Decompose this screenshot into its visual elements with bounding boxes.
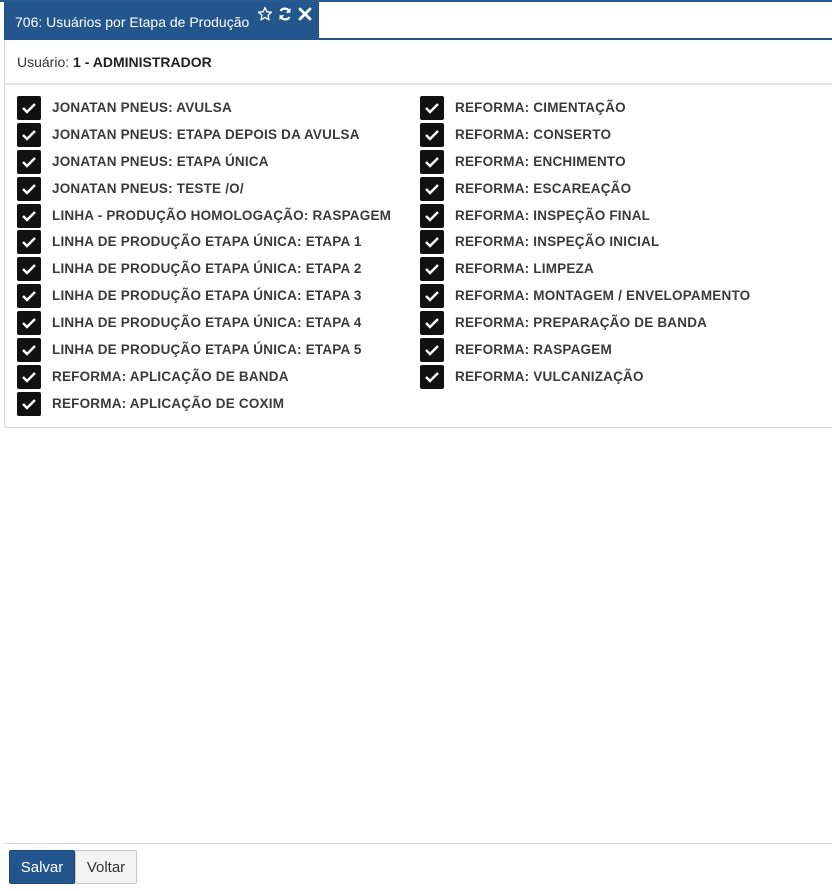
checkbox[interactable]	[420, 96, 444, 120]
check-icon	[21, 235, 37, 249]
stage-label: REFORMA: APLICAÇÃO DE COXIM	[52, 395, 285, 411]
divider	[5, 83, 832, 85]
stage-label: LINHA - PRODUÇÃO HOMOLOGAÇÃO: RASPAGEM	[52, 207, 392, 223]
stage-label: JONATAN PNEUS: AVULSA	[52, 100, 232, 115]
checkbox[interactable]	[17, 257, 41, 281]
stage-label: LINHA DE PRODUÇÃO ETAPA ÚNICA: ETAPA 5	[52, 342, 362, 358]
check-icon	[424, 316, 440, 330]
check-icon	[21, 343, 37, 357]
checkbox[interactable]	[420, 177, 444, 201]
user-value: 1 - ADMINISTRADOR	[73, 54, 212, 70]
checkbox[interactable]	[17, 284, 41, 308]
checkbox[interactable]	[17, 392, 41, 416]
stage-label: REFORMA: MONTAGEM / ENVELOPAMENTO	[455, 288, 751, 304]
check-icon	[424, 343, 440, 357]
stage-label: REFORMA: RASPAGEM	[455, 342, 612, 358]
check-icon	[21, 316, 37, 330]
stage-label: LINHA DE PRODUÇÃO ETAPA ÚNICA: ETAPA 2	[52, 261, 362, 277]
stage-label: REFORMA: PREPARAÇÃO DE BANDA	[455, 315, 708, 331]
stage-label: LINHA DE PRODUÇÃO ETAPA ÚNICA: ETAPA 4	[52, 315, 362, 331]
stage-label: REFORMA: ENCHIMENTO	[455, 153, 626, 169]
close-icon[interactable]	[297, 6, 313, 22]
check-icon	[424, 155, 440, 169]
checkbox[interactable]	[420, 150, 444, 174]
stage-label: REFORMA: ESCAREAÇÃO	[455, 180, 632, 196]
check-icon	[21, 155, 37, 169]
checkbox[interactable]	[420, 230, 444, 254]
stage-label: JONATAN PNEUS: TESTE /O/	[52, 180, 244, 196]
checkbox[interactable]	[17, 96, 41, 120]
stage-label: REFORMA: LIMPEZA	[455, 261, 594, 277]
checkbox[interactable]	[17, 150, 41, 174]
check-icon	[424, 235, 440, 249]
back-button[interactable]: Voltar	[75, 850, 137, 884]
user-label: Usuário:	[17, 54, 70, 70]
stage-label: REFORMA: APLICAÇÃO DE BANDA	[52, 368, 289, 384]
stage-label: REFORMA: VULCANIZAÇÃO	[455, 368, 644, 384]
checkbox[interactable]	[420, 123, 444, 147]
stage-label: REFORMA: INSPEÇÃO INICIAL	[455, 234, 660, 250]
checkbox[interactable]	[420, 257, 444, 281]
check-icon	[424, 128, 440, 142]
check-icon	[21, 262, 37, 276]
user-row	[17, 54, 212, 70]
checkbox[interactable]	[420, 284, 444, 308]
check-icon	[424, 209, 440, 223]
checkbox[interactable]	[17, 177, 41, 201]
stage-label: REFORMA: INSPEÇÃO FINAL	[455, 207, 651, 223]
checkbox[interactable]	[420, 204, 444, 228]
footer-divider	[4, 843, 832, 844]
refresh-icon[interactable]	[277, 6, 293, 22]
checkbox[interactable]	[17, 338, 41, 362]
check-icon	[21, 182, 37, 196]
checkbox[interactable]	[420, 311, 444, 335]
check-icon	[424, 370, 440, 384]
checkbox[interactable]	[420, 338, 444, 362]
content-panel	[4, 40, 832, 428]
checkbox[interactable]	[420, 365, 444, 389]
save-button[interactable]: Salvar	[9, 850, 75, 884]
check-icon	[424, 289, 440, 303]
stage-label: LINHA DE PRODUÇÃO ETAPA ÚNICA: ETAPA 3	[52, 288, 362, 304]
check-icon	[424, 182, 440, 196]
checkbox[interactable]	[17, 123, 41, 147]
tab-title: 706: Usuários por Etapa de Produção	[15, 14, 250, 30]
stage-label: REFORMA: CONSERTO	[455, 126, 612, 142]
stage-label: LINHA DE PRODUÇÃO ETAPA ÚNICA: ETAPA 1	[52, 234, 362, 250]
check-icon	[21, 128, 37, 142]
checkbox[interactable]	[17, 204, 41, 228]
checkbox[interactable]	[17, 365, 41, 389]
check-icon	[21, 397, 37, 411]
check-icon	[21, 370, 37, 384]
checkbox[interactable]	[17, 230, 41, 254]
check-icon	[424, 262, 440, 276]
checkbox[interactable]	[17, 311, 41, 335]
tab-usuarios-por-etapa[interactable]	[4, 2, 319, 38]
star-icon[interactable]	[257, 6, 273, 22]
stage-label: JONATAN PNEUS: ETAPA ÚNICA	[52, 153, 269, 169]
check-icon	[21, 289, 37, 303]
check-icon	[21, 209, 37, 223]
stage-label: JONATAN PNEUS: ETAPA DEPOIS DA AVULSA	[52, 126, 360, 142]
stage-label: REFORMA: CIMENTAÇÃO	[455, 100, 626, 115]
check-icon	[21, 101, 37, 115]
check-icon	[424, 101, 440, 115]
